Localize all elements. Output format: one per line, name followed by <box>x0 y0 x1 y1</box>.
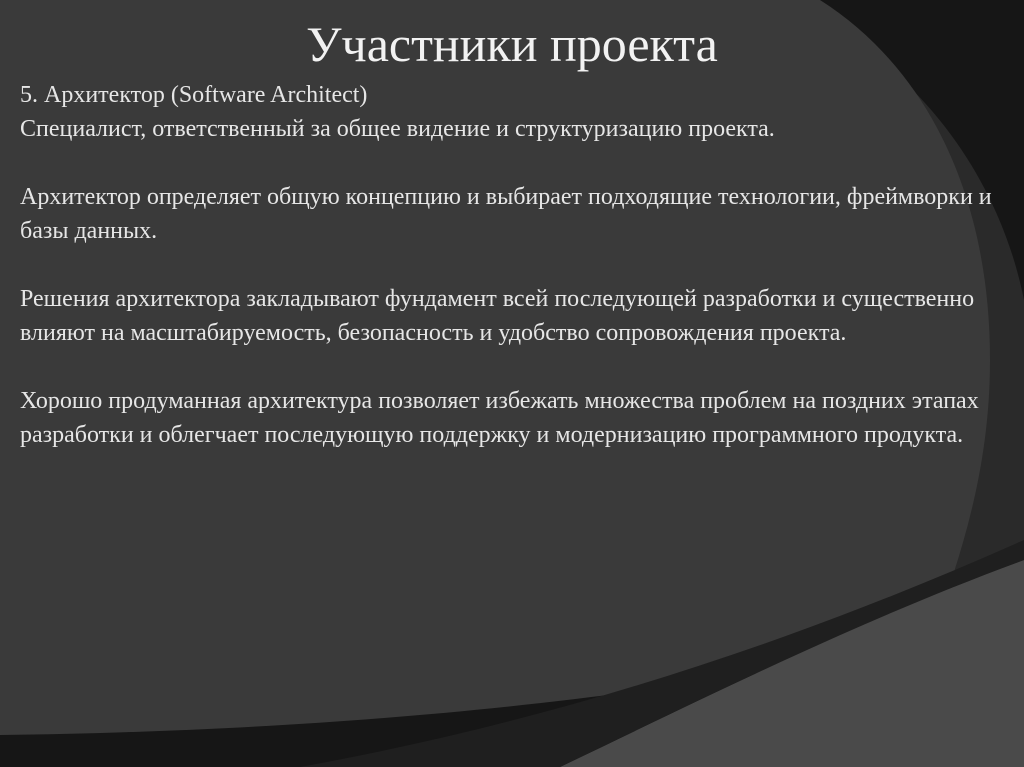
paragraph-4: Хорошо продуманная архитектура позволяет избежать множества проблем на поздних этапах разработки и облегчает последующую поддержку и модернизацию программного продукта. <box>20 388 979 448</box>
paragraph-2: Архитектор определяет общую концепцию и выбирает подходящие технологии, фреймворки и базы данных. <box>20 184 992 244</box>
paragraph-1: Специалист, ответственный за общее видение и структуризацию проекта. <box>20 116 775 142</box>
slide-title: Участники проекта <box>306 16 718 72</box>
paragraph-3: Решения архитектора закладывают фундамент всей последующей разработки и существенно влияют на масштабируемость, безопасность и удобство сопровождения проекта. <box>20 286 975 346</box>
slide-body <box>20 78 1010 452</box>
role-heading: 5. Архитектор (Software Architect) <box>20 82 368 108</box>
